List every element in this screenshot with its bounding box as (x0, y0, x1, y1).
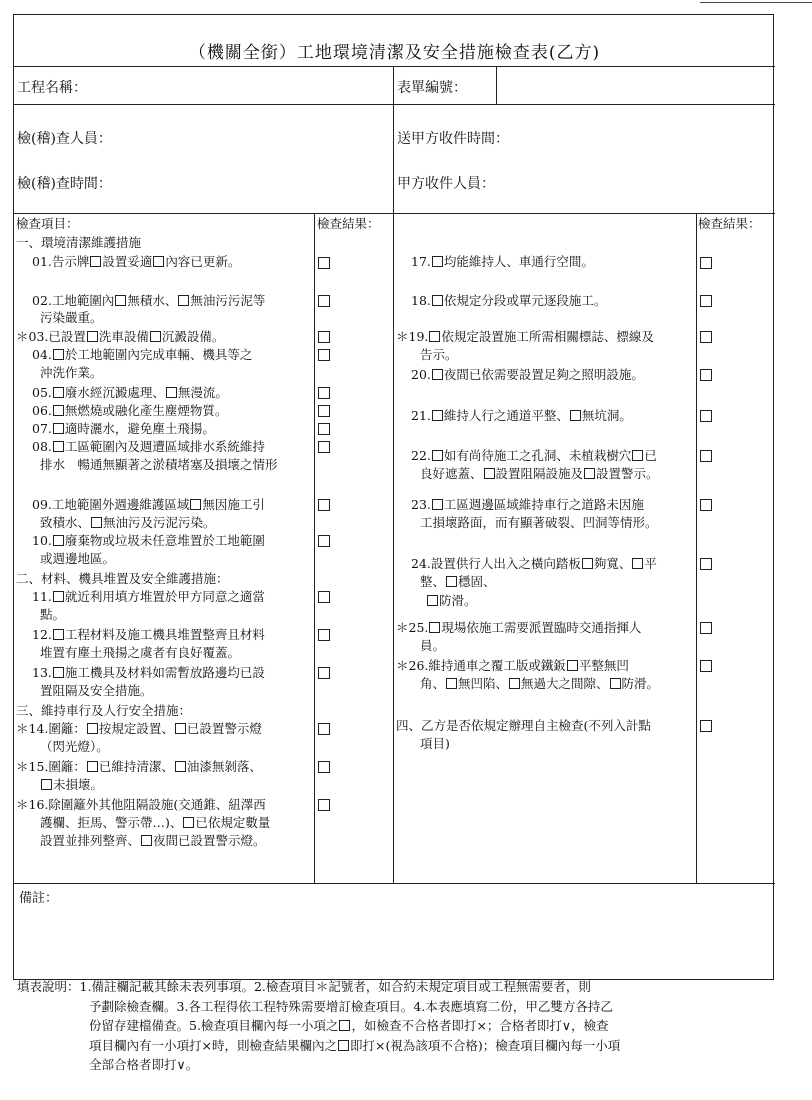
check-item-10-cont: 或週邊地區。 (40, 551, 116, 566)
form-title: （機關全銜）工地環境清潔及安全措施檢查表(乙方) (188, 43, 601, 63)
item-checkbox[interactable] (570, 410, 581, 421)
legend-checkbox-icon (339, 1020, 350, 1031)
check-item-23-cont: 工損壞路面，而有顯著破裂、凹洞等情形。 (420, 515, 658, 530)
item-checkbox[interactable] (90, 256, 101, 267)
check-item-12: 12. 工程材料及施工機具堆置整齊且材料 (32, 627, 265, 642)
item-checkbox[interactable] (509, 678, 520, 689)
item-checkbox[interactable] (610, 678, 621, 689)
item-checkbox[interactable] (632, 558, 643, 569)
item-checkbox[interactable] (53, 387, 64, 398)
inspection-form (13, 14, 774, 980)
item-checkbox[interactable] (446, 576, 457, 587)
check-item-24: 24.設置供行人出入之橫向踏板 夠寬、 平 (411, 556, 657, 571)
check-item-08-cont: 排水 暢通無顯著之淤積堵塞及損壞之情形 (40, 457, 278, 472)
instructions-line-3: 份留存建檔備查。5.檢查項目欄內每一小項之 ，如檢查不合格者即打×；合格者即打∨，檢查 (89, 1018, 609, 1033)
check-item-20: 20. 夜間已依需要設置足夠之照明設施。 (411, 367, 644, 382)
item-checkbox[interactable] (427, 595, 438, 606)
check-item-14-cont: （閃光燈）。 (40, 739, 109, 754)
result-checkbox-06[interactable] (318, 405, 330, 417)
result-checkbox-26[interactable] (700, 660, 712, 672)
check-item-16-cont: 護欄、拒馬、警示帶…)、 已依規定數量 (40, 815, 271, 830)
item-checkbox[interactable] (53, 629, 64, 640)
check-item-17: 17. 均能維持人、車通行空間。 (411, 254, 594, 269)
result-checkbox-22[interactable] (700, 450, 712, 462)
result-checkbox-20[interactable] (700, 369, 712, 381)
check-item-11-cont: 點。 (40, 607, 66, 622)
inspect-time-label: 檢(稽)查時間： (17, 176, 112, 192)
check-item-08: 08. 工區範圍內及週遭區域排水系統維持 (32, 439, 265, 454)
item-checkbox[interactable] (41, 779, 52, 790)
result-checkbox-02[interactable] (318, 295, 330, 307)
divider (14, 883, 775, 884)
item-checkbox[interactable] (115, 295, 126, 306)
divider (14, 104, 775, 105)
check-item-05: 05. 廢水經沉澱處理、 無漫流。 (32, 385, 228, 400)
item-checkbox[interactable] (175, 723, 186, 734)
check-item-14: ＊14.圍籬： 按規定設置、 已設置警示燈 (16, 721, 262, 736)
check-item-07: 07. 適時灑水，避免塵土飛揚。 (32, 421, 215, 436)
instructions-text: 1.備註欄記載其餘未表列事項。2.檢查項目＊記號者，如合約未規定項目或工程無需要者，則 (79, 979, 591, 994)
result-checkbox-05[interactable] (318, 387, 330, 399)
result-checkbox-16[interactable] (318, 799, 330, 811)
filling-instructions (17, 977, 777, 1075)
check-item-25-cont: 員。 (420, 638, 446, 653)
check-item-04-cont: 沖洗作業。 (40, 365, 103, 380)
item-checkbox[interactable] (87, 761, 98, 772)
check-item-03: ＊03.已設置 洗車設備 沉澱設備。 (16, 329, 225, 344)
result-checkbox-08[interactable] (318, 441, 330, 453)
send-time-label: 送甲方收件時間： (397, 131, 509, 147)
divider (14, 66, 775, 67)
item-checkbox[interactable] (53, 535, 64, 546)
project-name-label: 工程名稱： (17, 80, 87, 96)
result-checkbox-24[interactable] (700, 558, 712, 570)
item-checkbox[interactable] (53, 667, 64, 678)
item-checkbox[interactable] (87, 331, 98, 342)
result-checkbox-03[interactable] (318, 331, 330, 343)
check-item-18: 18. 依規定分段或單元逐段施工。 (411, 293, 607, 308)
result-checkbox-10[interactable] (318, 535, 330, 547)
divider (496, 66, 497, 104)
check-item-24-cont: 整、 穩固、 (420, 574, 496, 589)
remarks-label: 備註： (19, 891, 59, 906)
check-item-15: ＊15.圍籬： 已維持清潔、 油漆無剝落、 (16, 759, 262, 774)
item-checkbox[interactable] (53, 349, 64, 360)
instructions-line-5: 全部合格者即打∨。 (89, 1057, 199, 1072)
result-checkbox-18[interactable] (700, 295, 712, 307)
section-heading-4-cont: 項目) (420, 736, 450, 751)
item-column-header: 檢查項目： (16, 216, 79, 231)
divider (314, 213, 315, 883)
result-column-header: 檢查結果： (317, 216, 380, 231)
result-checkbox-13[interactable] (318, 667, 330, 679)
receiver-label: 甲方收件人員： (397, 176, 495, 192)
result-checkbox-19[interactable] (700, 331, 712, 343)
check-item-19: ＊19. 依規定設置施工所需相關標誌、標線及 (396, 329, 654, 344)
item-checkbox[interactable] (178, 295, 189, 306)
item-checkbox[interactable] (87, 723, 98, 734)
check-item-24-cont2: 防滑。 (426, 592, 477, 609)
item-checkbox[interactable] (446, 678, 457, 689)
check-item-26: ＊26.維持通車之覆工版或鐵鈑 平整無凹 (396, 658, 629, 673)
divider (696, 213, 697, 883)
result-checkbox-23[interactable] (700, 499, 712, 511)
result-checkbox-21[interactable] (700, 410, 712, 422)
result-checkbox-17[interactable] (700, 257, 712, 269)
section-heading-3: 三、維持車行及人行安全措施： (16, 703, 192, 718)
instructions-line-2: 予劃除檢查欄。3.各工程得依工程特殊需要增訂檢查項目。4.本表應填寫二份，甲乙雙方各持乙 (89, 998, 613, 1014)
item-checkbox[interactable] (429, 331, 440, 342)
check-item-21: 21. 維持人行之通道平整、 無坑洞。 (411, 408, 632, 423)
result-checkbox-04[interactable] (318, 349, 330, 361)
item-checkbox[interactable] (183, 817, 194, 828)
check-item-16: ＊16.除圍籬外其他阻隔設施(交通錐、紐澤西 (16, 797, 266, 812)
result-checkbox-14[interactable] (318, 723, 330, 735)
check-item-13: 13. 施工機具及材料如需暫放路邊均已設 (32, 665, 265, 680)
item-checkbox[interactable] (432, 450, 443, 461)
item-checkbox[interactable] (91, 517, 102, 528)
section-heading-1: 一、環境清潔維護措施 (16, 235, 142, 250)
item-checkbox[interactable] (153, 256, 164, 267)
item-checkbox[interactable] (53, 423, 64, 434)
item-checkbox[interactable] (432, 499, 443, 510)
item-checkbox[interactable] (53, 441, 64, 452)
item-checkbox[interactable] (166, 387, 177, 398)
divider (14, 213, 775, 214)
check-item-04: 04. 於工地範圍內完成車輛、機具等之 (32, 347, 253, 362)
item-checkbox[interactable] (432, 410, 443, 421)
divider (393, 213, 394, 883)
check-item-13-cont: 置阻隔及安全措施。 (40, 683, 153, 698)
item-checkbox[interactable] (53, 405, 64, 416)
result-column-header-right: 檢查結果： (698, 216, 761, 231)
item-checkbox[interactable] (632, 450, 643, 461)
item-checkbox[interactable] (584, 468, 595, 479)
check-item-26-cont: 角、 無凹陷、 無過大之間隙、 防滑。 (420, 676, 660, 691)
item-checkbox[interactable] (432, 256, 443, 267)
legend-checkbox-icon (338, 1040, 349, 1051)
check-item-22-cont: 良好遮蓋、 設置阻隔設施及 設置警示。 (420, 466, 659, 481)
check-item-22: 22. 如有尚待施工之孔洞、未植栽樹穴 已 (411, 448, 657, 463)
top-edge-line (700, 2, 812, 3)
check-item-25: ＊25. 現場依施工需要派置臨時交通指揮人 (396, 620, 642, 635)
check-item-02: 02.工地範圍內 無積水、 無油污污泥等 (32, 293, 266, 308)
item-checkbox[interactable] (175, 761, 186, 772)
result-checkbox-25[interactable] (700, 622, 712, 634)
item-checkbox[interactable] (429, 622, 440, 633)
check-item-19-cont: 告示。 (420, 347, 458, 362)
item-checkbox[interactable] (53, 591, 64, 602)
check-item-09: 09.工地範圍外週邊維護區域 無因施工引 (32, 497, 265, 512)
instructions-line-4: 項目欄內有一小項打×時，則檢查結果欄內之 即打×(視為該項不合格)；檢查項目欄內每一小項 (89, 1037, 621, 1053)
check-item-01: 01.告示牌 設置妥適 內容已更新。 (32, 254, 241, 269)
item-checkbox[interactable] (141, 835, 152, 846)
item-checkbox[interactable] (432, 369, 443, 380)
instructions-label: 填表說明： (17, 979, 80, 994)
item-checkbox[interactable] (190, 499, 201, 510)
section-heading-2: 二、材料、機具堆置及安全維護措施： (16, 571, 229, 586)
item-checkbox[interactable] (150, 331, 161, 342)
inspector-label: 檢(稽)查人員： (17, 131, 112, 147)
check-item-16-cont2: 設置並排列整齊、 夜間已設置警示燈。 (40, 833, 266, 848)
divider (393, 66, 394, 213)
check-item-02-cont: 污染嚴重。 (40, 310, 103, 325)
check-item-15-cont: 未損壞。 (40, 776, 103, 793)
result-checkbox-01[interactable] (318, 257, 330, 269)
item-checkbox[interactable] (567, 660, 578, 671)
check-item-12-cont: 堆置有塵土飛揚之虞者有良好覆蓋。 (40, 645, 241, 660)
result-checkbox-09[interactable] (318, 499, 330, 511)
result-checkbox-11[interactable] (318, 591, 330, 603)
check-item-11: 11. 就近利用填方堆置於甲方同意之適當 (32, 589, 265, 604)
section-heading-4: 四、乙方是否依規定辦理自主檢查(不列入計點 (396, 718, 651, 733)
check-item-09-cont: 致積水、 無油污及污泥污染。 (40, 515, 216, 530)
item-checkbox[interactable] (582, 558, 593, 569)
result-checkbox-12[interactable] (318, 629, 330, 641)
result-checkbox-self-inspection[interactable] (700, 720, 712, 732)
check-item-10: 10. 廢棄物或垃圾未任意堆置於工地範圍 (32, 533, 265, 548)
form-number-label: 表單編號： (397, 80, 467, 96)
instructions-line-1 (17, 977, 777, 997)
check-item-23: 23. 工區週邊區域維持車行之道路未因施 (411, 497, 644, 512)
result-checkbox-15[interactable] (318, 761, 330, 773)
result-checkbox-07[interactable] (318, 423, 330, 435)
item-checkbox[interactable] (432, 295, 443, 306)
item-checkbox[interactable] (484, 468, 495, 479)
check-item-06: 06. 無燃燒或融化產生塵煙物質。 (32, 403, 228, 418)
